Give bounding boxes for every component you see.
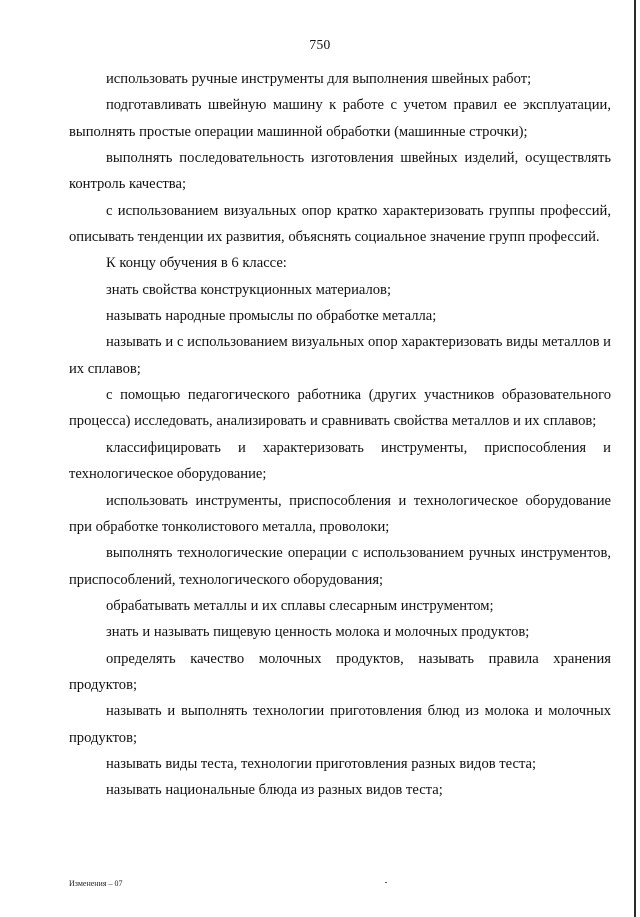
paragraph: знать и называть пищевую ценность молока и молочных продуктов; bbox=[106, 624, 530, 641]
paragraph: обрабатывать металлы и их сплавы слесарным инструментом; bbox=[106, 597, 494, 614]
paragraph: знать свойства конструкционных материалов; bbox=[106, 281, 392, 298]
paragraph: называть народные промыслы по обработке металла; bbox=[106, 308, 437, 325]
paragraph: выполнять технологические операции с использованием ручных инструментов, приспособлений, технологического оборудования; bbox=[69, 545, 611, 588]
paragraph: называть и с использованием визуальных опор характеризовать виды металлов и их сплавов; bbox=[69, 334, 611, 377]
footer-revision-note: Изменения – 07 bbox=[69, 879, 123, 888]
paragraph: использовать инструменты, приспособления и технологическое оборудование при обработке тонколистового металла, проволоки; bbox=[69, 492, 611, 535]
paragraph: использовать ручные инструменты для выполнения швейных работ; bbox=[106, 71, 532, 87]
paragraph: называть и выполнять технологии приготовления блюд из молока и молочных продуктов; bbox=[69, 703, 611, 746]
paragraph: выполнять последовательность изготовления швейных изделий, осуществлять контроль качества; bbox=[69, 150, 611, 193]
paragraph: определять качество молочных продуктов, называть правила хранения продуктов; bbox=[69, 650, 611, 693]
section-intro: К концу обучения в 6 классе: bbox=[106, 255, 287, 272]
document-body bbox=[69, 66, 611, 804]
paragraph: с помощью педагогического работника (других участников образовательного процесса) исследовать, анализировать и сравнивать свойства металлов и их сплавов; bbox=[69, 387, 611, 430]
scan-speck bbox=[385, 882, 387, 883]
paragraph: классифицировать и характеризовать инструменты, приспособления и технологическое оборудование; bbox=[69, 439, 611, 483]
paragraph: подготавливать швейную машину к работе с учетом правил ее эксплуатации, выполнять простые операции машинной обработки (машинные строчки); bbox=[69, 97, 611, 140]
paragraph: с использованием визуальных опор кратко характеризовать группы профессий, описывать тенденции их развития, объяснять социальное значение групп профессий. bbox=[69, 202, 611, 246]
paragraph: называть виды теста, технологии приготовления разных видов теста; bbox=[106, 755, 537, 772]
paragraph: называть национальные блюда из разных видов теста; bbox=[106, 782, 443, 799]
page-number: 750 bbox=[309, 37, 331, 52]
scan-edge bbox=[634, 0, 636, 917]
